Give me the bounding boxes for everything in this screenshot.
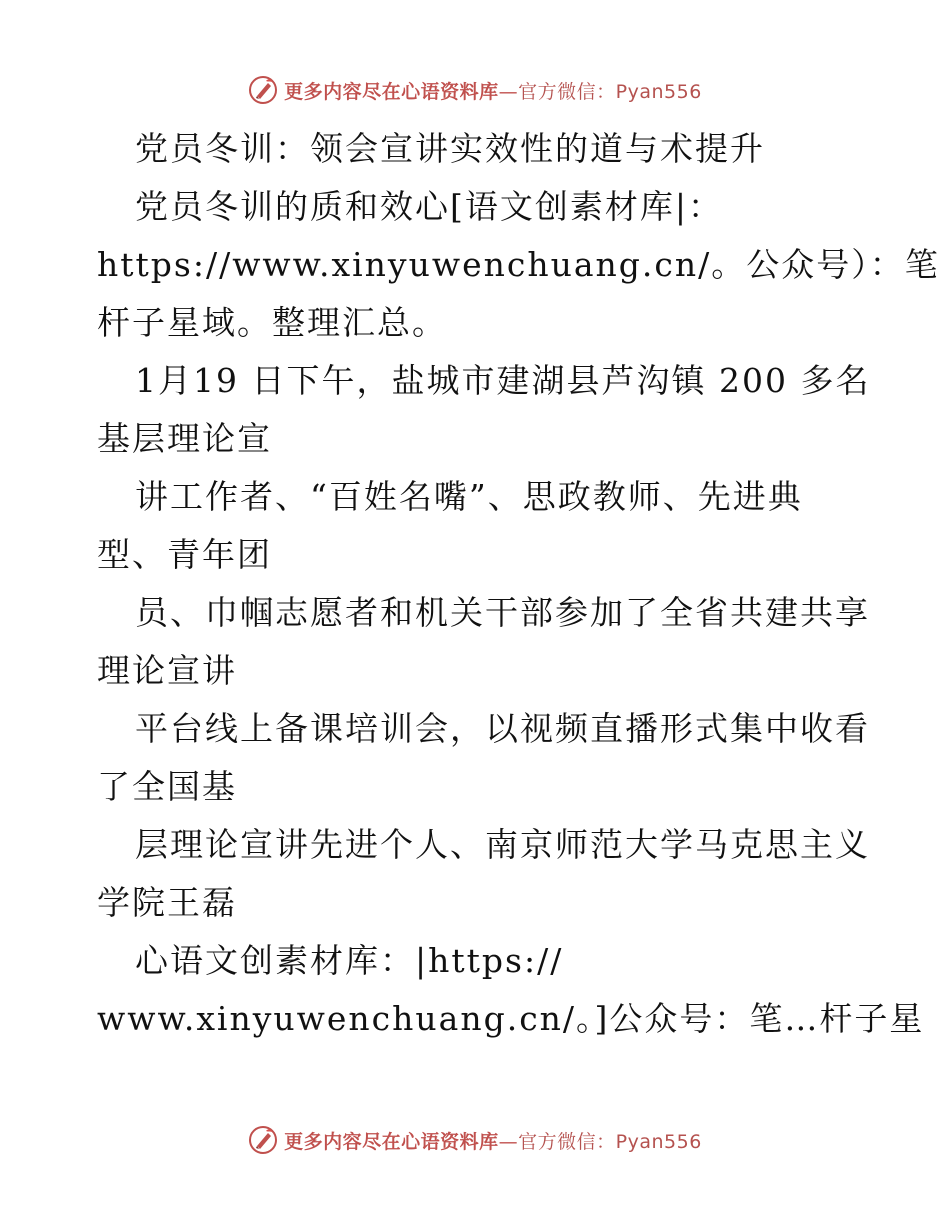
- body-line: 杆子星域。整理汇总。: [97, 303, 447, 342]
- header-banner: [0, 70, 950, 110]
- pen-flame-logo-icon: [248, 1125, 278, 1155]
- body-line: 学院王磊: [97, 883, 237, 922]
- body-line: 平台线上备课培训会，以视频直播形式集中收看: [135, 709, 870, 748]
- pen-flame-logo-icon: [248, 75, 278, 105]
- body-line: 心语文创素材库：|https://: [135, 941, 564, 980]
- document-body: [97, 120, 940, 1048]
- body-line: 型、青年团: [97, 535, 272, 574]
- body-line: 党员冬训的质和效心[语文创素材库|：: [135, 187, 723, 226]
- footer-wechat: 官方微信：Pyan556: [518, 1130, 702, 1153]
- footer-banner: [0, 1120, 950, 1160]
- header-wechat: 官方微信：Pyan556: [518, 80, 702, 103]
- footer-banner-text: [284, 1127, 702, 1154]
- body-line: 了全国基: [97, 767, 237, 806]
- header-separator: —: [498, 80, 519, 103]
- header-brand: 更多内容尽在心语资料库: [284, 80, 499, 103]
- body-line: 层理论宣讲先进个人、南京师范大学马克思主义: [135, 825, 870, 864]
- body-line: www.xinyuwenchuang.cn/。]公众号：笔…杆子星: [97, 999, 925, 1038]
- body-line: 基层理论宣: [97, 419, 272, 458]
- body-line: 员、巾帼志愿者和机关干部参加了全省共建共享: [135, 593, 870, 632]
- footer-brand: 更多内容尽在心语资料库: [284, 1130, 499, 1153]
- body-line: https://www.xinyuwenchuang.cn/。公众号）：笔: [97, 245, 940, 284]
- header-banner-text: [284, 77, 702, 104]
- body-line: 1月19 日下午，盐城市建湖县芦沟镇 200 多名: [135, 361, 871, 400]
- footer-separator: —: [498, 1130, 519, 1153]
- body-line: 讲工作者、“百姓名嘴”、思政教师、先进典: [135, 477, 803, 516]
- body-line: 党员冬训：领会宣讲实效性的道与术提升: [135, 129, 765, 168]
- body-line: 理论宣讲: [97, 651, 237, 690]
